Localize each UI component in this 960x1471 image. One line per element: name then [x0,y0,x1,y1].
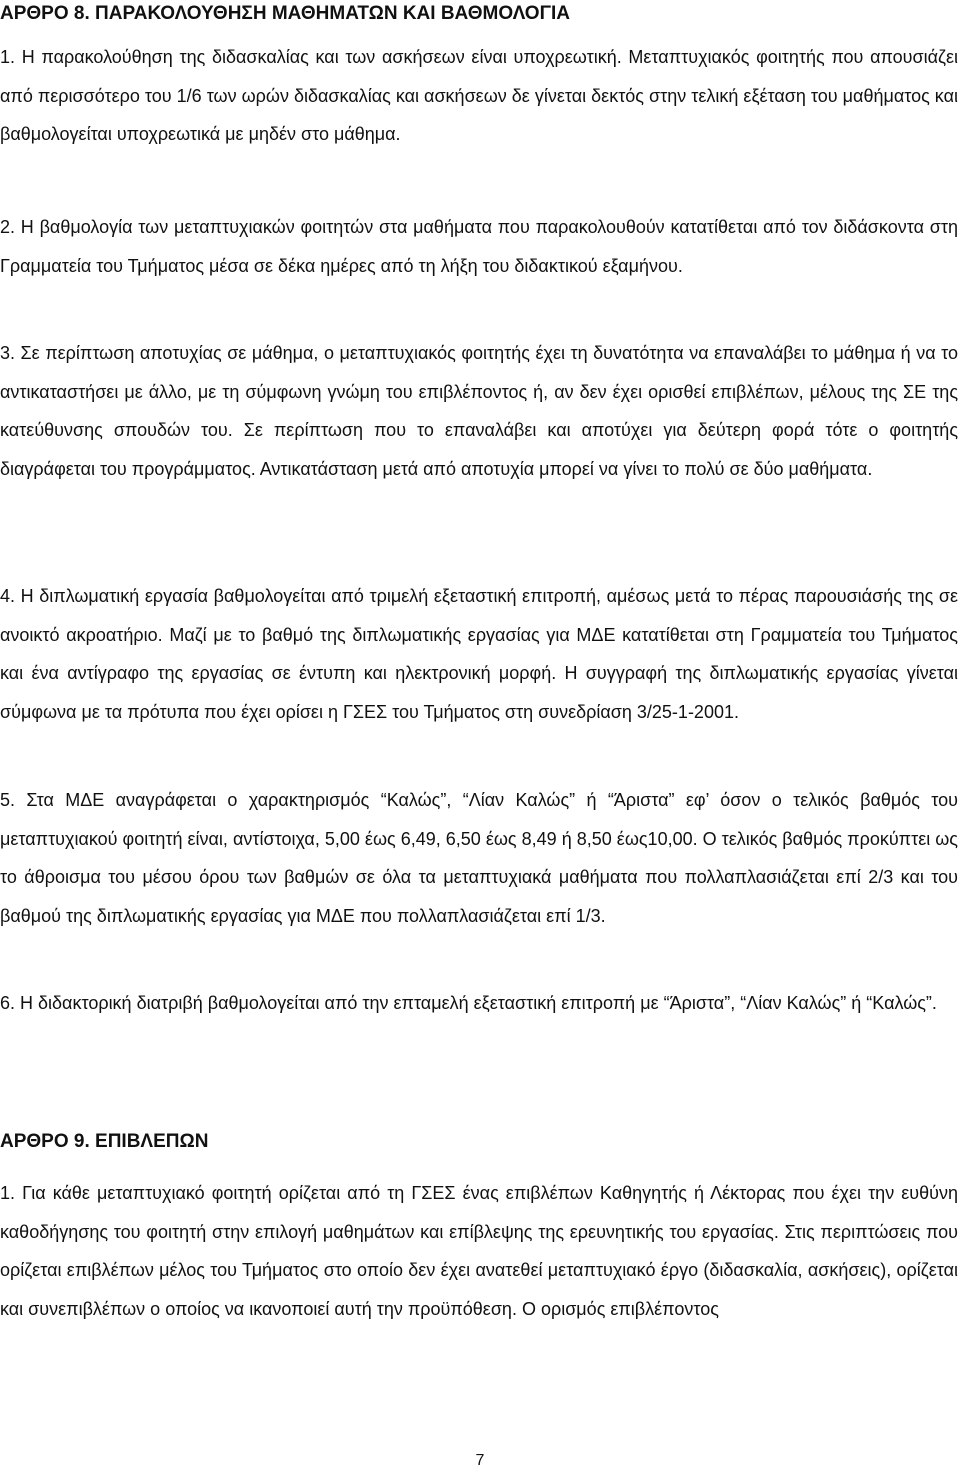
article-8-item-4: 4. Η διπλωματική εργασία βαθμολογείται από τριμελή εξεταστική επιτροπή, αμέσως μετά το πέρας παρουσιάσής της σε ανοικτό ακροατήριο. Μαζί με το βαθμό της διπλωματικής εργασίας για ΜΔΕ κατατίθεται στη Γραμματεία του Τμήματος και ένα αντίγραφο της εργασίας σε έντυπη και ηλεκτρονική μορφή. Η συγγραφή της διπλωματικής εργασίας γίνεται σύμφωνα με τα πρότυπα που έχει ορίσει η ΓΣΕΣ του Τμήματος στη συνεδρίαση 3/25-1-2001. [0,586,958,722]
article-8-item-6: 6. Η διδακτορική διατριβή βαθμολογείται από την επταμελή εξεταστική επιτροπή με “Άριστα”, “Λίαν Καλώς” ή “Καλώς”. [0,993,937,1013]
article-8-item-1: 1. Η παρακολούθηση της διδασκαλίας και των ασκήσεων είναι υποχρεωτική. Μεταπτυχιακός φοιτητής που απουσιάζει από περισσότερο του 1/6 των ωρών διδασκαλίας και ασκήσεων δε γίνεται δεκτός στην τελική εξέταση του μαθήματος και βαθμολογείται υποχρεωτικά με μηδέν στο μάθημα. [0,47,958,144]
article-9-heading: ΑΡΘΡΟ 9. ΕΠΙΒΛΕΠΩΝ [0,1131,209,1152]
article-8-heading: ΑΡΘΡΟ 8. ΠΑΡΑΚΟΛΟΥΘΗΣΗ ΜΑΘΗΜΑΤΩΝ ΚΑΙ ΒΑΘΜΟΛΟΓΙΑ [0,3,571,24]
page-number: 7 [475,1452,485,1469]
article-9-item-1: 1. Για κάθε μεταπτυχιακό φοιτητή ορίζεται από τη ΓΣΕΣ ένας επιβλέπων Καθηγητής ή Λέκτορας που έχει την ευθύνη καθοδήγησης του φοιτητή στην επιλογή μαθημάτων και επίβλεψης της ερευνητικής του εργασίας. Στις περιπτώσεις που ορίζεται επιβλέπων μέλος του Τμήματος στο οποίο δεν έχει ανατεθεί μεταπτυχιακό έργο (διδασκαλία, ασκήσεις), ορίζεται και συνεπιβλέπων ο οποίος να ικανοποιεί αυτή την προϋπόθεση. Ο ορισμός επιβλέποντος [0,1183,958,1319]
article-8-item-2: 2. Η βαθμολογία των μεταπτυχιακών φοιτητών στα μαθήματα που παρακολουθούν κατατίθεται από τον διδάσκοντα στη Γραμματεία του Τμήματος μέσα σε δέκα ημέρες από τη λήξη του διδακτικού εξαμήνου. [0,217,958,276]
article-8-item-3: 3. Σε περίπτωση αποτυχίας σε μάθημα, ο μεταπτυχιακός φοιτητής έχει τη δυνατότητα να επαναλάβει το μάθημα ή να το αντικαταστήσει με άλλο, με τη σύμφωνη γνώμη του επιβλέποντος ή, αν δεν έχει ορισθεί επιβλέπων, μέλους της ΣΕ της κατεύθυνσης σπουδών του. Σε περίπτωση που το επαναλάβει και αποτύχει για δεύτερη φορά τότε ο φοιτητής διαγράφεται του προγράμματος. Αντικατάσταση μετά από αποτυχία μπορεί να γίνει το πολύ σε δύο μαθήματα. [0,343,958,479]
article-8-item-5: 5. Στα ΜΔΕ αναγράφεται ο χαρακτηρισμός “Καλώς”, “Λίαν Καλώς” ή “Άριστα” εφ’ όσον ο τελικός βαθμός του μεταπτυχιακού φοιτητή είναι, αντίστοιχα, 5,00 έως 6,49, 6,50 έως 8,49 ή 8,50 έως10,00. Ο τελικός βαθμός προκύπτει ως το άθροισμα του μέσου όρου των βαθμών σε όλα τα μεταπτυχιακά μαθήματα που πολλαπλασιάζεται επί 2/3 και του βαθμού της διπλωματικής εργασίας για ΜΔΕ που πολλαπλασιάζεται επί 1/3. [0,790,958,926]
